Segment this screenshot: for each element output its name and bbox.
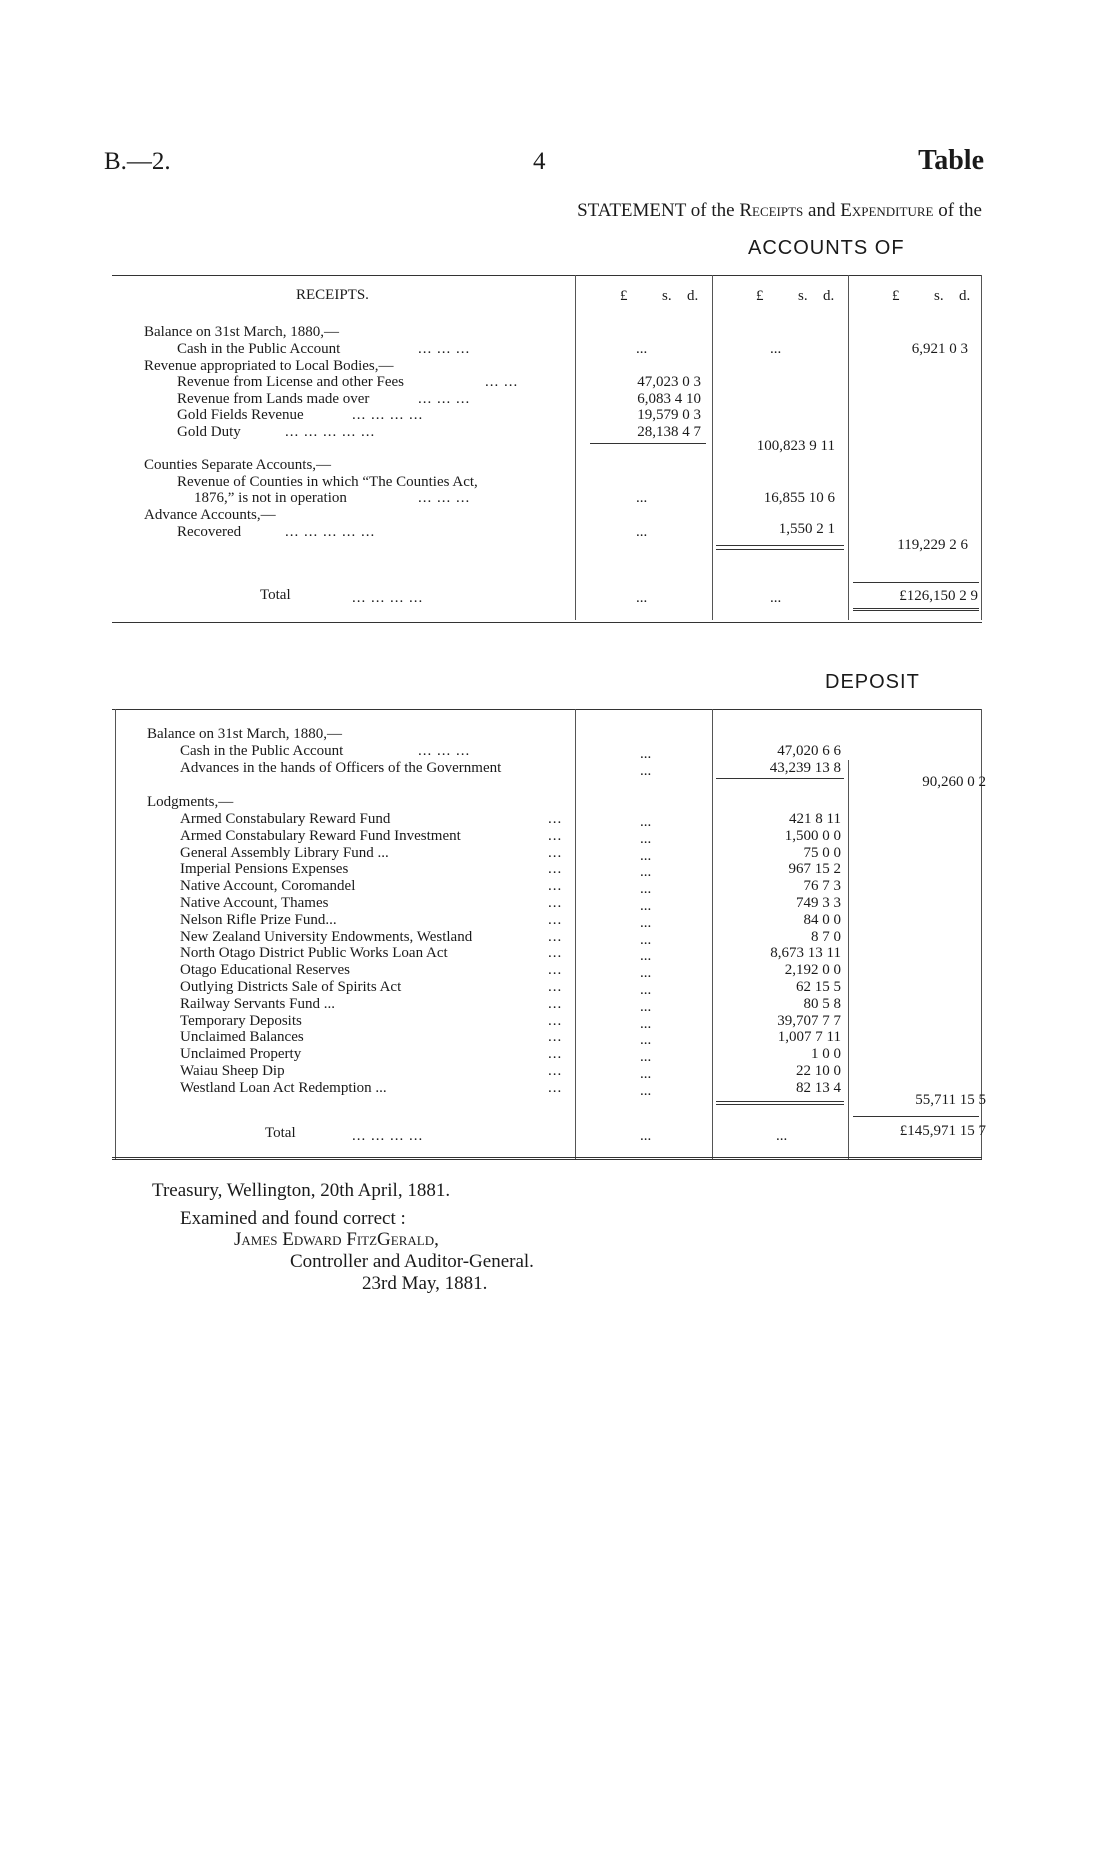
- lodgment-col1: ...: [640, 915, 652, 931]
- lodgment-value: 2,192 0 0: [784, 962, 841, 978]
- col3-pound: £: [892, 288, 900, 304]
- acc-counties-label2: Revenue of Counties in which “The Counties Act,: [177, 474, 478, 490]
- lodgment-value: 8 7 0: [811, 929, 841, 945]
- lodgment-value: 76 7 3: [803, 878, 841, 894]
- lodgment-label: Imperial Pensions Expenses: [180, 861, 349, 877]
- acc-cash-value: 6,921 0 3: [911, 341, 968, 357]
- lodgment-label: Temporary Deposits: [180, 1013, 302, 1029]
- dep-cash-dots: ... ... ...: [418, 743, 471, 759]
- dep-advances-value: 43,239 13 8: [769, 760, 841, 776]
- acc-counties-label3: 1876,” is not in operation: [194, 490, 347, 506]
- acc-cash-dots: ... ... ...: [418, 341, 471, 357]
- dep-total-col2: ...: [776, 1128, 788, 1144]
- acc-goldfields-dots: ... ... ... ...: [352, 407, 424, 423]
- acc-goldduty-label: Gold Duty: [177, 424, 241, 440]
- acc-goldduty-dots: ... ... ... ... ...: [285, 424, 376, 440]
- acc-balance-label: Balance on 31st March, 1880,—: [144, 324, 339, 340]
- lodgment-col1: ...: [640, 965, 652, 981]
- lodgment-value: 75 0 0: [803, 845, 841, 861]
- lodgment-dots: ...: [548, 811, 563, 827]
- acc-recovered-col1: ...: [636, 524, 648, 540]
- lodgment-col1: ...: [640, 1049, 652, 1065]
- acc-recovered-label: Recovered: [177, 524, 242, 540]
- dep-total-col1: ...: [640, 1128, 652, 1144]
- acc-goldduty-value: 28,138 4 7: [637, 424, 701, 440]
- lodgment-col1: ...: [640, 898, 652, 914]
- lodgment-value: 1,007 7 11: [777, 1029, 841, 1045]
- dep-total-value: £145,971 15 7: [899, 1123, 986, 1139]
- dep-cash-col1: ...: [640, 746, 652, 762]
- lodgment-value: 22 10 0: [796, 1063, 841, 1079]
- lodgment-label: Railway Servants Fund ...: [180, 996, 335, 1012]
- lodgment-label: Unclaimed Balances: [180, 1029, 304, 1045]
- lodgment-col1: ...: [640, 948, 652, 964]
- col1-shillings: s.: [662, 288, 672, 304]
- lodgment-label: Armed Constabulary Reward Fund: [180, 811, 391, 827]
- lodgment-value: 1 0 0: [811, 1046, 841, 1062]
- lodgment-dots: ...: [548, 878, 563, 894]
- table-heading: Table: [918, 145, 984, 176]
- lodgment-dots: ...: [548, 912, 563, 928]
- acc-lands-value: 6,083 4 10: [637, 391, 701, 407]
- acc-counties-dots: ... ... ...: [418, 490, 471, 506]
- lodgment-dots: ...: [548, 996, 563, 1012]
- acc-subtotal2: 119,229 2 6: [897, 537, 968, 553]
- lodgment-col1: ...: [640, 1083, 652, 1099]
- acc-cash-col2: ...: [770, 341, 782, 357]
- lodgment-label: Native Account, Thames: [180, 895, 329, 911]
- document-reference: B.—2.: [104, 148, 171, 175]
- lodgment-value: 967 15 2: [788, 861, 841, 877]
- lodgment-col1: ...: [640, 814, 652, 830]
- lodgment-label: Unclaimed Property: [180, 1046, 302, 1062]
- acc-license-label: Revenue from License and other Fees: [177, 374, 404, 390]
- treasury-line: Treasury, Wellington, 20th April, 1881.: [152, 1180, 451, 1201]
- lodgment-value: 62 15 5: [796, 979, 841, 995]
- dep-cash-value: 47,020 6 6: [777, 743, 841, 759]
- statement-receipts: Receipts: [739, 200, 804, 221]
- lodgment-value: 80 5 8: [803, 996, 841, 1012]
- lodgment-col1: ...: [640, 932, 652, 948]
- col3-pence: d.: [959, 288, 971, 304]
- acc-goldfields-value: 19,579 0 3: [637, 407, 701, 423]
- dep-lodgments-subtotal: 55,711 15 5: [915, 1092, 986, 1108]
- audit-date: 23rd May, 1881.: [362, 1273, 488, 1294]
- lodgment-label: Nelson Rifle Prize Fund...: [180, 912, 337, 928]
- lodgment-dots: ...: [548, 945, 563, 961]
- lodgment-label: Waiau Sheep Dip: [180, 1063, 285, 1079]
- lodgment-col1: ...: [640, 1032, 652, 1048]
- lodgment-dots: ...: [548, 962, 563, 978]
- acc-total-col2: ...: [770, 590, 782, 606]
- dep-total-label: Total: [265, 1125, 296, 1141]
- lodgment-label: Otago Educational Reserves: [180, 962, 350, 978]
- acc-total-value: £126,150 2 9: [899, 588, 978, 604]
- acc-counties-label: Counties Separate Accounts,—: [144, 457, 332, 473]
- page-number: 4: [533, 148, 546, 175]
- statement-prefix: STATEMENT: [577, 200, 687, 221]
- lodgment-dots: ...: [548, 828, 563, 844]
- dep-balance-subtotal: 90,260 0 2: [922, 774, 986, 790]
- col2-pound: £: [756, 288, 764, 304]
- lodgment-col1: ...: [640, 1016, 652, 1032]
- col2-pence: d.: [823, 288, 835, 304]
- acc-license-value: 47,023 0 3: [637, 374, 701, 390]
- deposit-section-title: DEPOSIT: [825, 671, 920, 693]
- lodgment-col1: ...: [640, 848, 652, 864]
- lodgment-dots: ...: [548, 1063, 563, 1079]
- acc-cash-col1: ...: [636, 341, 648, 357]
- accounts-section-title: ACCOUNTS OF: [748, 237, 905, 259]
- lodgment-value: 421 8 11: [789, 811, 841, 827]
- lodgment-dots: ...: [548, 1029, 563, 1045]
- acc-lands-dots: ... ... ...: [418, 391, 471, 407]
- acc-advance-label: Advance Accounts,—: [144, 507, 276, 523]
- acc-total-dots: ... ... ... ...: [352, 590, 424, 606]
- dep-lodgments-label: Lodgments,—: [147, 794, 234, 810]
- acc-license-dots: ... ...: [485, 374, 519, 390]
- lodgment-col1: ...: [640, 1066, 652, 1082]
- acc-recovered-value: 1,550 2 1: [778, 521, 835, 537]
- auditor-role: Controller and Auditor-General.: [290, 1251, 534, 1272]
- lodgment-value: 84 0 0: [803, 912, 841, 928]
- lodgment-dots: ...: [548, 895, 563, 911]
- statement-title: [577, 200, 982, 222]
- lodgment-dots: ...: [548, 979, 563, 995]
- lodgment-label: Native Account, Coromandel: [180, 878, 356, 894]
- acc-total-label: Total: [260, 587, 291, 603]
- statement-of: of the: [686, 200, 740, 221]
- lodgment-value: 8,673 13 11: [770, 945, 841, 961]
- col2-shillings: s.: [798, 288, 808, 304]
- lodgment-col1: ...: [640, 831, 652, 847]
- statement-of-the: of the: [933, 200, 982, 221]
- examined-line: Examined and found correct :: [180, 1208, 406, 1229]
- col1-pound: £: [620, 288, 628, 304]
- acc-goldfields-label: Gold Fields Revenue: [177, 407, 304, 423]
- lodgment-label: New Zealand University Endowments, Westland: [180, 929, 473, 945]
- lodgment-col1: ...: [640, 999, 652, 1015]
- lodgment-dots: ...: [548, 861, 563, 877]
- lodgment-col1: ...: [640, 864, 652, 880]
- lodgment-value: 39,707 7 7: [777, 1013, 841, 1029]
- statement-and: and: [803, 200, 841, 221]
- dep-total-dots: ... ... ... ...: [352, 1128, 424, 1144]
- lodgment-label: General Assembly Library Fund ...: [180, 845, 389, 861]
- acc-total-col1: ...: [636, 590, 648, 606]
- lodgment-dots: ...: [548, 1013, 563, 1029]
- lodgment-label: Outlying Districts Sale of Spirits Act: [180, 979, 402, 995]
- receipts-heading: RECEIPTS.: [296, 287, 369, 303]
- auditor-name: James Edward FitzGerald,: [234, 1229, 439, 1250]
- acc-lands-label: Revenue from Lands made over: [177, 391, 370, 407]
- lodgment-label: Westland Loan Act Redemption ...: [180, 1080, 387, 1096]
- acc-local-subtotal: 100,823 9 11: [756, 438, 835, 454]
- lodgment-col1: ...: [640, 982, 652, 998]
- lodgment-dots: ...: [548, 929, 563, 945]
- col3-shillings: s.: [934, 288, 944, 304]
- lodgment-dots: ...: [548, 1080, 563, 1096]
- lodgment-label: North Otago District Public Works Loan Act: [180, 945, 448, 961]
- dep-advances-label: Advances in the hands of Officers of the Government: [180, 760, 502, 776]
- dep-cash-label: Cash in the Public Account: [180, 743, 344, 759]
- lodgment-col1: ...: [640, 881, 652, 897]
- acc-rev-local-label: Revenue appropriated to Local Bodies,—: [144, 358, 394, 374]
- lodgment-dots: ...: [548, 1046, 563, 1062]
- lodgment-value: 82 13 4: [796, 1080, 841, 1096]
- dep-balance-label: Balance on 31st March, 1880,—: [147, 726, 342, 742]
- acc-counties-col1: ...: [636, 490, 648, 506]
- lodgment-label: Armed Constabulary Reward Fund Investment: [180, 828, 461, 844]
- statement-expenditure: Expenditure: [840, 200, 934, 221]
- col1-pence: d.: [687, 288, 699, 304]
- lodgment-value: 749 3 3: [796, 895, 841, 911]
- dep-advances-col1: ...: [640, 763, 652, 779]
- lodgment-value: 1,500 0 0: [784, 828, 841, 844]
- acc-cash-label: Cash in the Public Account: [177, 341, 341, 357]
- lodgment-dots: ...: [548, 845, 563, 861]
- acc-counties-value: 16,855 10 6: [763, 490, 835, 506]
- acc-recovered-dots: ... ... ... ... ...: [285, 524, 376, 540]
